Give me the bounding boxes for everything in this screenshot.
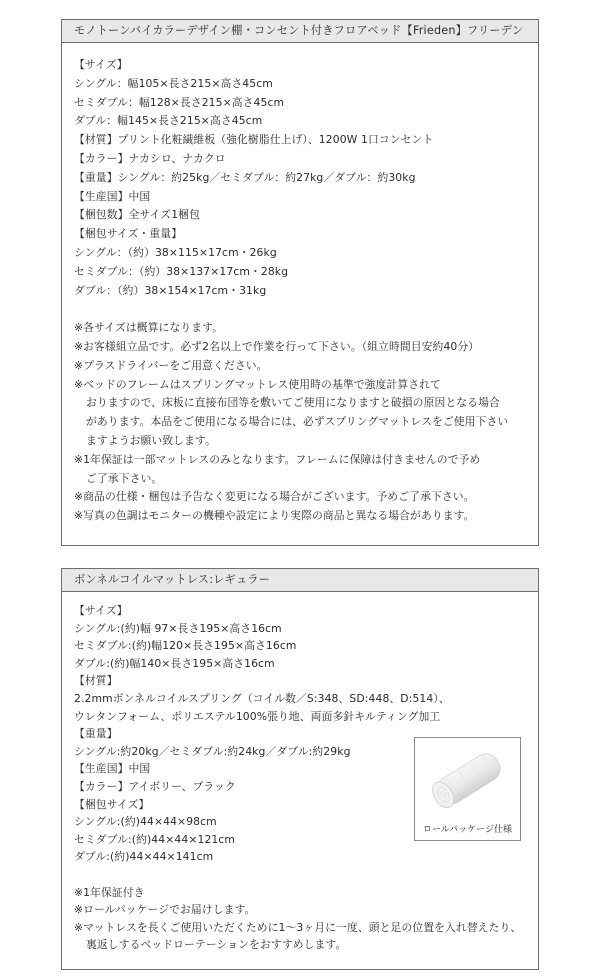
spec-line: ご了承下さい。: [86, 471, 163, 485]
spec-line: 【材質】プリント化粧繊維板（強化樹脂仕上げ）、1200W 1口コンセント: [74, 133, 434, 147]
spec-line: シングル:(約)幅 97×長さ195×高さ16cm: [74, 621, 282, 635]
spec-line: [74, 866, 532, 884]
spec-line: ダブル:(約)幅140×長さ195×高さ16cm: [74, 656, 275, 670]
spec-line: シングル:(約)44×44×98cm: [74, 815, 217, 829]
spec-line: があります。本品をご使用になる場合には、必ずスプリングマットレスをご使用下さい: [86, 415, 509, 429]
spec-line: ※ロールパッケージでお届けします。: [74, 903, 256, 917]
spec-line: 【カラー】ナカシロ、ナカクロ: [74, 151, 226, 165]
spec-line: シングル：（約）38×115×17cm・26kg: [74, 245, 277, 259]
roll-package-image: [414, 737, 521, 841]
spec-line: ますようお願い致します。: [86, 433, 216, 447]
rolled-mattress-icon: [415, 738, 520, 818]
spec-line: 【サイズ】: [74, 58, 128, 71]
spec-line: ※1年保証付き: [74, 885, 145, 899]
spec-line: セミダブル：（約）38×137×17cm・28kg: [74, 264, 289, 278]
spec-line: 裏返しするベッドローテーションをおすすめします。: [86, 938, 347, 952]
spec-line: ダブル：（約）38×154×17cm・31kg: [74, 283, 267, 297]
bed-spec-header: モノトーンバイカラーデザイン棚・コンセント付きフロアベッド【Frieden】フリーデン: [62, 20, 538, 43]
bed-spec-lines: [74, 56, 532, 526]
spec-line: ※写真の色調はモニターの機種や設定により実際の商品と異なる場合があります。: [74, 509, 475, 523]
spec-line: ダブル：幅145×長さ215×高さ45cm: [74, 114, 263, 128]
spec-line: 【サイズ】: [74, 604, 128, 617]
spec-line: 2.2mmボンネルコイルスプリング（コイル数／S:348、SD:448、D:514）、: [74, 691, 450, 705]
spec-line: 【カラー】アイボリー、ブラック: [74, 779, 236, 793]
spec-line: 【重量】シングル：約25kg／セミダブル：約27kg／ダブル：約30kg: [74, 170, 416, 184]
spec-line: 【生産国】中国: [74, 189, 151, 203]
bed-spec-panel: [61, 19, 539, 546]
spec-line: ※お客様組立品です。必ず2名以上で作業を行って下さい。（組立時間目安約40分）: [74, 339, 480, 353]
spec-line: ※1年保証は一部マットレスのみとなります。フレームに保障は付きませんので予め: [74, 452, 481, 466]
roll-package-caption: ロールパッケージ仕様: [422, 825, 512, 835]
spec-line: ※各サイズは概算になります。: [74, 321, 224, 335]
spec-line: ダブル:(約)44×44×141cm: [74, 850, 214, 864]
mattress-spec-panel: [61, 568, 539, 970]
spec-line: シングル:約20kg／セミダブル:約24kg／ダブル:約29kg: [74, 744, 351, 758]
spec-line: セミダブル:(約)幅120×長さ195×高さ16cm: [74, 639, 297, 653]
spec-line: おりますので、床板に直接布団等を敷いてご使用になりますと破損の原因となる場合: [86, 396, 500, 410]
mattress-spec-header: ボンネルコイルマットレス:レギュラー: [62, 569, 538, 592]
spec-line: セミダブル:(約)44×44×121cm: [74, 832, 236, 846]
spec-line: ※マットレスを長くご使用いただくために1〜3ヶ月に一度、頭と足の位置を入れ替えたり、: [74, 920, 522, 934]
spec-line: 【重量】: [74, 727, 118, 741]
spec-line: ※プラスドライバーをご用意ください。: [74, 358, 268, 372]
spec-line: セミダブル：幅128×長さ215×高さ45cm: [74, 95, 285, 109]
spec-line: ※商品の仕様・梱包は予告なく変更になる場合がございます。予めご了承下さい。: [74, 490, 475, 504]
spec-line: 【梱包サイズ・重量】: [74, 227, 183, 241]
spec-line: ウレタンフォーム、ポリエステル100%張り地、両面多針キルティング加工: [74, 709, 441, 723]
spec-line: 【梱包サイズ】: [74, 797, 150, 811]
spec-line: 【材質】: [74, 674, 118, 688]
spec-line: 【梱包数】全サイズ1梱包: [74, 208, 200, 222]
spec-line: シングル：幅105×長さ215×高さ45cm: [74, 76, 273, 90]
spec-line: 【生産国】中国: [74, 762, 151, 776]
spec-line: [74, 300, 532, 319]
spec-line: ※ベッドのフレームはスプリングマットレス使用時の基準で強度計算されて: [74, 377, 441, 391]
